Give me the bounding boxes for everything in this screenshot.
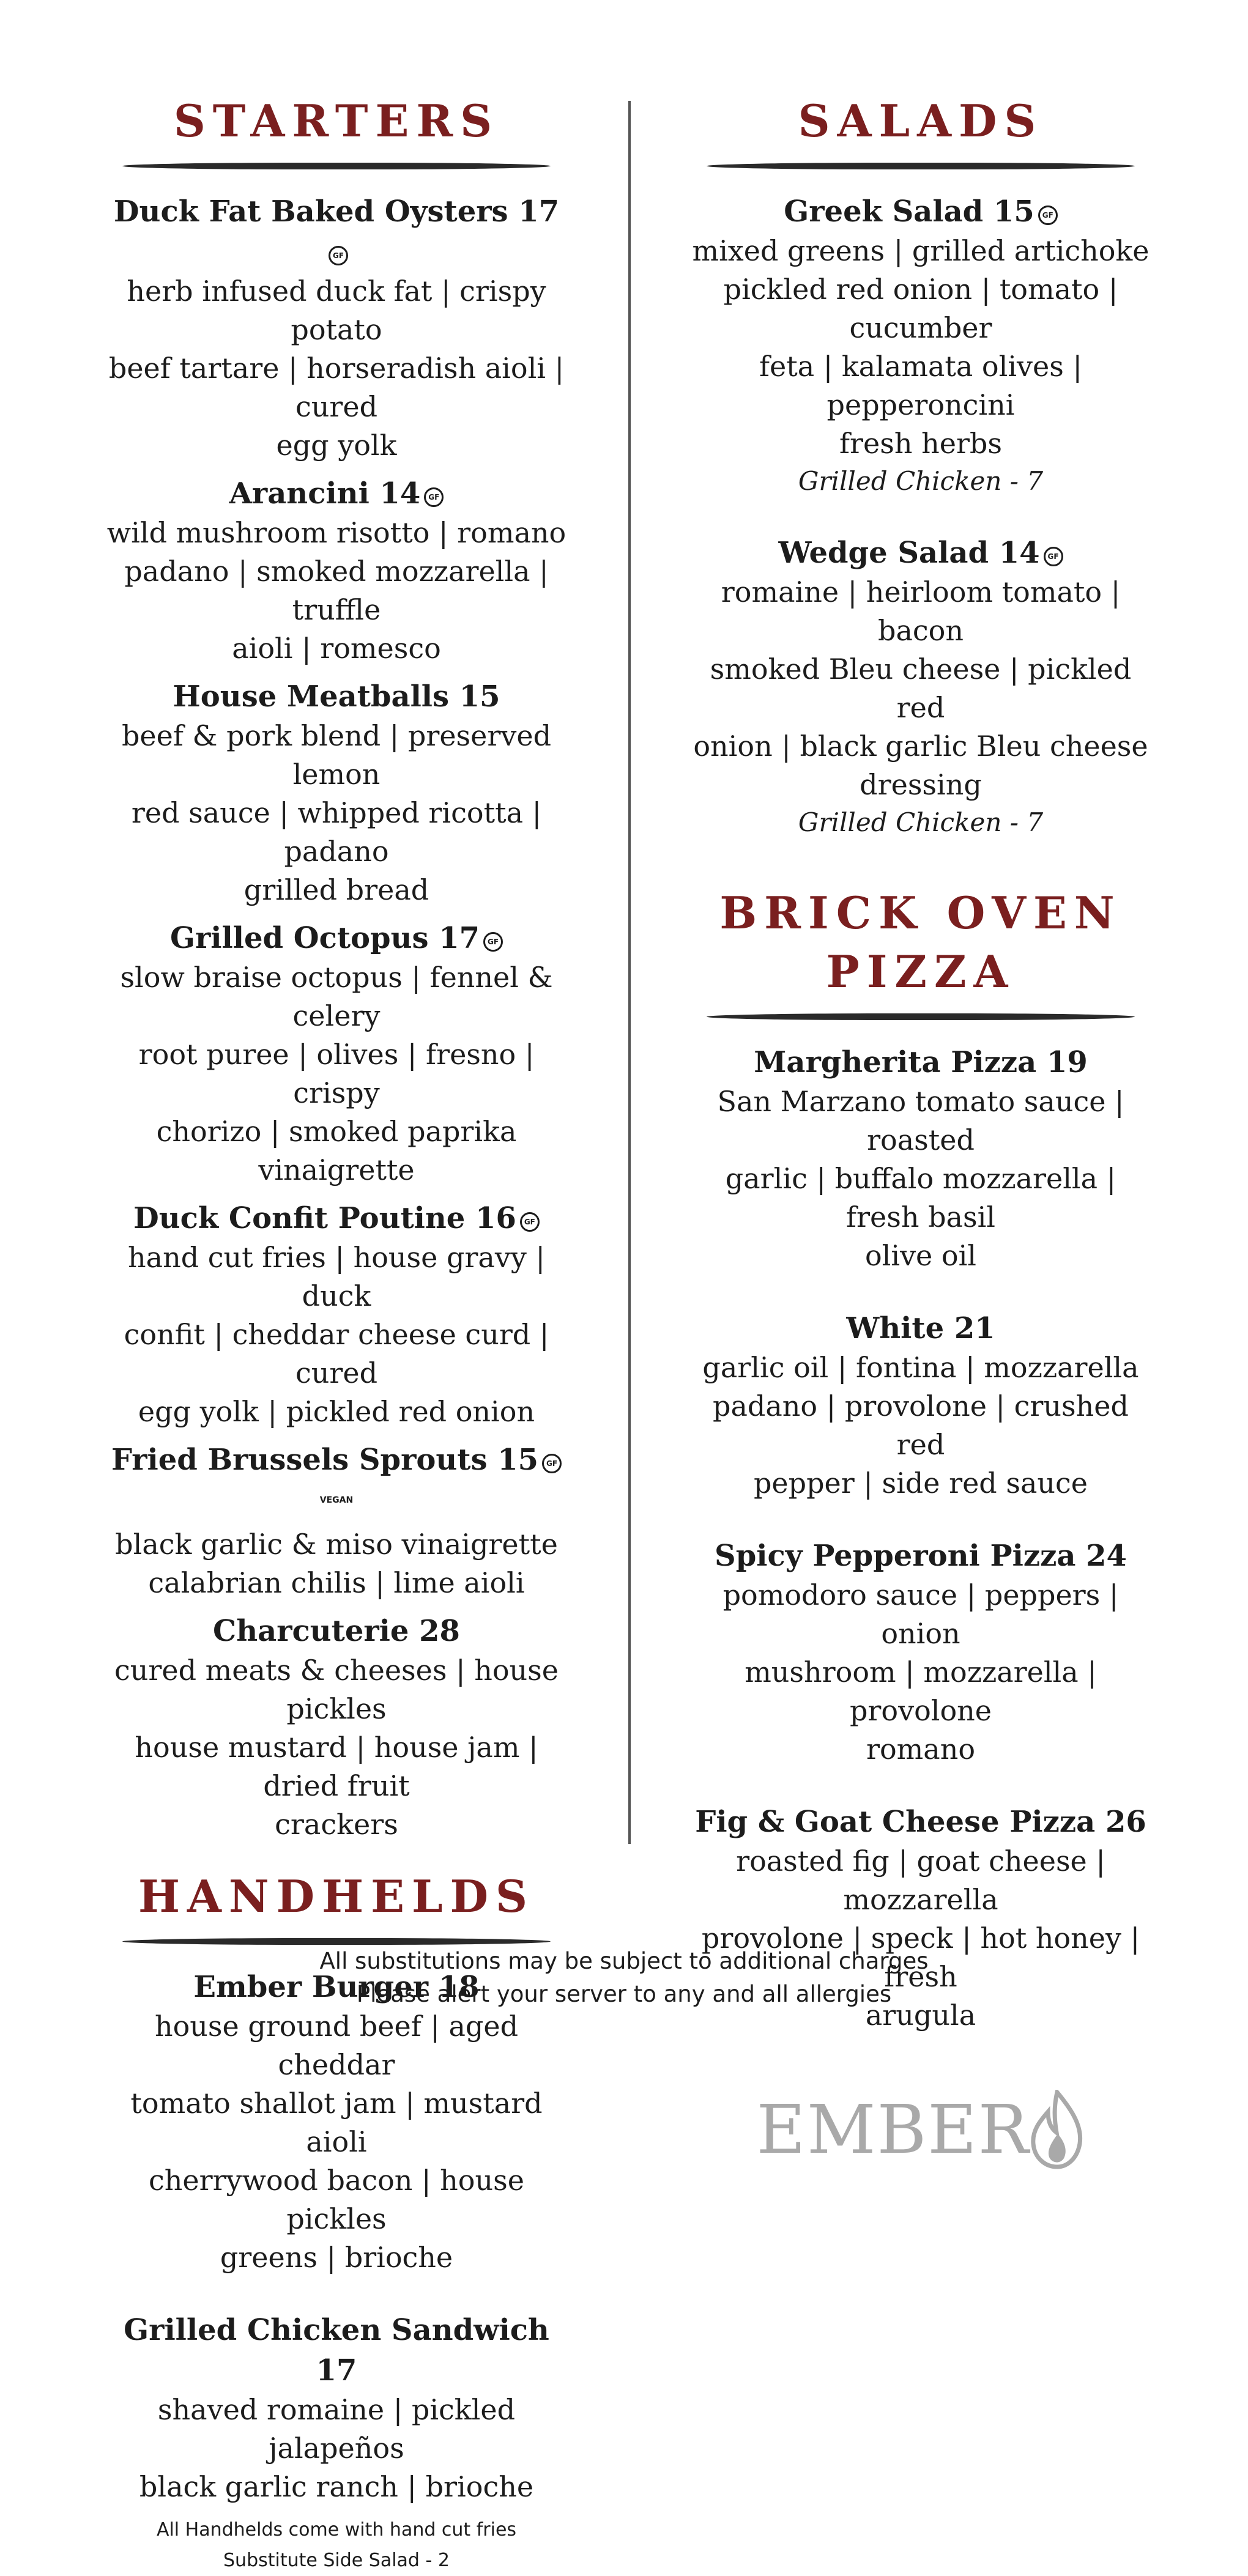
item-desc-line: black garlic ranch | brioche (139, 2470, 534, 2503)
item-desc-line: crackers (275, 1808, 398, 1841)
item-desc-line: pomodoro sauce | peppers | onion (722, 1579, 1119, 1650)
footer (0, 1945, 1248, 2011)
item-name: Greek Salad 15 (784, 194, 1034, 229)
item-name: Fried Brussels Sprouts 15 (111, 1443, 538, 1477)
item-desc-line: cured meats & cheeses | house pickles (114, 1654, 559, 1725)
gluten-free-icon: GF (329, 246, 348, 265)
item-desc-line: garlic | buffalo mozzarella | fresh basil (725, 1162, 1116, 1234)
menu-item-duck-confit-poutine (104, 1198, 569, 1431)
brush-divider (122, 163, 551, 169)
salads-heading: SALADS (798, 95, 1044, 147)
item-desc-line: confit | cheddar cheese curd | cured (124, 1318, 549, 1390)
menu-item-margherita-pizza (688, 1042, 1153, 1275)
menu-item-wedge-salad (688, 533, 1153, 841)
item-add-on: Grilled Chicken - 7 (798, 466, 1044, 496)
item-add-on: Grilled Chicken - 7 (798, 807, 1044, 837)
item-desc-line: padano | provolone | crushed red (713, 1390, 1129, 1461)
item-desc-line: garlic oil | fontina | mozzarella (702, 1351, 1139, 1384)
menu-item-spicy-pepperoni-pizza (688, 1536, 1153, 1769)
item-desc-line: feta | kalamata olives | pepperoncini (759, 350, 1082, 421)
item-desc-line: black garlic & miso vinaigrette (115, 1528, 558, 1561)
menu-item-fried-brussels-sprouts (104, 1440, 569, 1602)
pizza-heading (688, 884, 1153, 1001)
pizza-heading-line: PIZZA (826, 946, 1016, 997)
item-desc-line: roasted fig | goat cheese | mozzarella (736, 1845, 1105, 1916)
item-name: Margherita Pizza 19 (754, 1045, 1088, 1079)
item-desc-line: cherrywood bacon | house pickles (149, 2164, 524, 2235)
item-desc-line: fresh herbs (839, 427, 1002, 460)
handhelds-note: All Handhelds come with hand cut fries (156, 2519, 517, 2541)
item-desc-line: San Marzano tomato sauce | roasted (717, 1085, 1124, 1157)
item-desc-line: romaine | heirloom tomato | bacon (721, 576, 1121, 647)
item-desc-line: olive oil (864, 1239, 977, 1272)
item-desc-line: arugula (865, 1999, 976, 2032)
item-desc-line: beef tartare | horseradish aioli | cured (108, 352, 565, 423)
brush-divider (122, 1938, 551, 1945)
flame-icon (1030, 2090, 1085, 2169)
item-desc-line: herb infused duck fat | crispy potato (127, 275, 546, 346)
handhelds-note: Substitute Side Salad - 2 (223, 2550, 450, 2571)
item-desc-line: hand cut fries | house gravy | duck (128, 1241, 545, 1312)
item-desc-line: house ground beef | aged cheddar (154, 2010, 519, 2081)
menu-item-ember-burger (104, 1967, 569, 2277)
item-desc-line: aioli | romesco (232, 632, 441, 665)
item-desc-line: egg yolk | pickled red onion (138, 1395, 535, 1428)
logo-wordmark: EMBER (756, 2090, 1030, 2169)
brush-divider (706, 163, 1135, 169)
item-desc-line: provolone | speck | hot honey | fresh (701, 1922, 1140, 1993)
item-desc-line: greens | brioche (220, 2241, 453, 2274)
item-desc-line: calabrian chilis | lime aioli (148, 1566, 525, 1599)
item-desc-line: mixed greens | grilled artichoke (692, 234, 1150, 267)
item-name: Duck Confit Poutine 16 (133, 1201, 516, 1235)
item-desc-line: chorizo | smoked paprika vinaigrette (156, 1115, 517, 1186)
gluten-free-icon: GF (483, 932, 503, 952)
menu-item-house-meatballs (104, 676, 569, 909)
item-name: Grilled Octopus 17 (169, 921, 480, 955)
item-name: Wedge Salad 14 (778, 536, 1040, 570)
item-desc-line: red sauce | whipped ricotta | padano (131, 796, 542, 868)
item-desc-line: padano | smoked mozzarella | truffle (124, 555, 549, 626)
gluten-free-icon: GF (424, 487, 444, 507)
handhelds-heading: HANDHELDS (138, 1870, 535, 1922)
item-name: Ember Burger 18 (193, 1970, 480, 2004)
right-column (688, 92, 1153, 2169)
gluten-free-icon: GF (542, 1454, 562, 1473)
footer-line: Please alert your server to any and all allergies (356, 1981, 892, 2007)
gluten-free-icon: GF (520, 1212, 540, 1232)
item-desc-line: grilled bread (243, 873, 429, 906)
item-desc-line: shaved romaine | pickled jalapeños (157, 2393, 516, 2465)
menu-item-greek-salad (688, 191, 1153, 500)
item-desc-line: pickled red onion | tomato | cucumber (723, 273, 1118, 344)
brush-divider (706, 1013, 1135, 1020)
item-desc-line: house mustard | house jam | dried fruit (135, 1731, 538, 1802)
item-desc-line: beef & pork blend | preserved lemon (121, 719, 552, 791)
gluten-free-icon: GF (1038, 205, 1058, 225)
pizza-heading-line: BRICK OVEN (719, 887, 1122, 939)
item-desc-line: tomato shallot jam | mustard aioli (130, 2087, 543, 2158)
item-name: House Meatballs 15 (173, 679, 500, 714)
item-desc-line: root puree | olives | fresno | crispy (138, 1038, 535, 1109)
starters-heading: STARTERS (173, 95, 500, 147)
footer-line: All substitutions may be subject to additional charges (319, 1948, 929, 1974)
item-name: Spicy Pepperoni Pizza 24 (715, 1539, 1127, 1573)
column-divider (628, 101, 631, 1844)
item-desc-line: dressing (860, 768, 982, 801)
item-name: Grilled Chicken Sandwich 17 (124, 2313, 549, 2388)
item-desc-line: mushroom | mozzarella | provolone (745, 1656, 1097, 1727)
item-desc-line: romano (866, 1733, 976, 1766)
item-name: Fig & Goat Cheese Pizza 26 (695, 1805, 1146, 1839)
item-name: Charcuterie 28 (213, 1614, 460, 1648)
menu-item-grilled-chicken-sandwich (104, 2310, 569, 2506)
menu-item-duck-fat-oysters (104, 191, 569, 465)
menu-item-white-pizza (688, 1308, 1153, 1503)
left-column (104, 92, 569, 2576)
menu-item-grilled-octopus (104, 918, 569, 1190)
item-name: White 21 (846, 1311, 995, 1345)
item-desc-line: egg yolk (276, 429, 397, 462)
item-desc-line: smoked Bleu cheese | pickled red (710, 653, 1132, 724)
item-name: Duck Fat Baked Oysters 17 (113, 194, 560, 229)
menu-item-charcuterie (104, 1611, 569, 1844)
menu-item-arancini (104, 473, 569, 668)
item-desc-line: wild mushroom risotto | romano (106, 516, 566, 549)
vegan-icon: VEGAN (319, 1495, 354, 1505)
item-name: Arancini 14 (229, 476, 421, 511)
item-desc-line: slow braise octopus | fennel & celery (120, 961, 553, 1032)
item-desc-line: onion | black garlic Bleu cheese (693, 730, 1148, 763)
item-desc-line: pepper | side red sauce (753, 1467, 1088, 1500)
gluten-free-icon: GF (1044, 547, 1063, 566)
ember-logo (688, 2090, 1153, 2169)
